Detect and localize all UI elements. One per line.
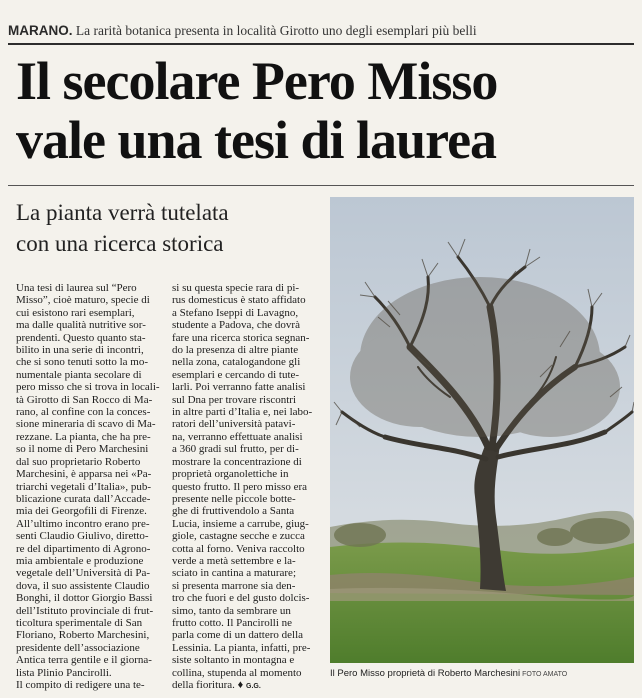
- article-line: bilito in una serie di incontri,: [16, 344, 144, 357]
- article-line: sciato in cantina a maturare;: [172, 567, 296, 580]
- article-line: giole, castagne secche e zucca: [172, 530, 305, 543]
- article-line: verde a metà settembre e la-: [172, 554, 296, 567]
- article-line: in altre parti d’Italia e, nei labo-: [172, 406, 313, 419]
- article-line: All’ultimo incontro erano pre-: [16, 517, 150, 530]
- article-line: nella zona, catalogandone gli: [172, 356, 301, 369]
- article-line: cui esistono rari esemplari,: [16, 306, 135, 319]
- article-line: Misso”, cioè maturo, specie di: [16, 294, 150, 307]
- article-line: studente a Padova, che dovrà: [172, 319, 300, 332]
- photo-credit: FOTO AMATO: [522, 671, 568, 678]
- article-line: rano, al confine con la conces-: [16, 406, 151, 419]
- article-line: do la presenza di altre piante: [172, 344, 299, 357]
- photo-caption: [330, 668, 634, 679]
- article-line: ghe di fruttivendolo a Santa: [172, 505, 295, 518]
- article-line: siste soltanto in montagna e: [172, 654, 295, 667]
- subheadline-line-1: La pianta verrà tutelata: [16, 200, 229, 225]
- article-line: Bonghi, il dottor Giorgio Bassi: [16, 592, 153, 605]
- article-line: Antica terra gentile e il giorna-: [16, 654, 152, 667]
- article-line: tro che fuori e del gusto dolcis-: [172, 592, 310, 605]
- author-signature: G.G.: [246, 683, 261, 690]
- article-line: so il nome di Pero Marchesini: [16, 443, 149, 456]
- article-line: blicazione curata dall’Accade-: [16, 492, 151, 505]
- article-line: esemplari e cercando di tute-: [172, 368, 300, 381]
- article-line: triarchi vegetali d’Italia», pub-: [16, 480, 151, 493]
- article-line: collina, stupenda al momento: [172, 666, 302, 679]
- article-line: ticoltura sperimentale di San: [16, 616, 143, 629]
- article-line: sione mineraria di scavo di Ma-: [16, 418, 156, 431]
- article-line: simo, tanto da sembrare un: [172, 604, 291, 617]
- article-line: che si sono tenuti sotto la mo-: [16, 356, 148, 369]
- article-line: mostrare la concentrazione di: [172, 455, 302, 468]
- article-line: Lessinia. La pianta, infatti, pre-: [172, 641, 311, 654]
- article-line: della fioritura.: [172, 679, 235, 691]
- photo-caption-text: Il Pero Misso proprietà di Roberto Marchesini: [330, 668, 521, 679]
- article-line: proprietà organolettiche in: [172, 468, 289, 481]
- article-line: re del dipartimento di Agrono-: [16, 542, 151, 555]
- article-line: pero misso che si trova in locali-: [16, 381, 160, 394]
- article-line: fare una ricerca storica segnan-: [172, 331, 310, 344]
- article-line: questo frutto. Il pero misso era: [172, 480, 308, 493]
- article-line: a 360 gradi sul frutto, per di-: [172, 443, 299, 456]
- article-line: cotta al forno. Veniva raccolto: [172, 542, 305, 555]
- kicker-text: La rarità botanica presenta in località Girotto uno degli esemplari più belli: [75, 23, 477, 38]
- pear-tree-image: [330, 197, 634, 663]
- subheadline-line-2: con una ricerca storica: [16, 231, 224, 256]
- article-line: sul Dna per trovare riscontri: [172, 393, 297, 406]
- headline-line-2: vale una tesi di laurea: [16, 110, 497, 170]
- article-line: dell’Istituto provinciale di frut-: [16, 604, 154, 617]
- article-line: Floriano, Roberto Marchesini,: [16, 629, 150, 642]
- article-line: tà Girotto di San Rocco di Ma-: [16, 393, 153, 406]
- article-column-1: [16, 282, 164, 691]
- article-line: mia dei Georgofili di Firenze.: [16, 505, 147, 518]
- article-line: ratori dell’università patavi-: [172, 418, 296, 431]
- article-line: prendenti. Questo quanto sta-: [16, 331, 146, 344]
- article-line: presidente dell’associazione: [16, 641, 140, 654]
- headline-rule: [8, 185, 634, 186]
- article-line: Il compito di redigere una te-: [16, 679, 145, 691]
- article-line: Marchesini, è apparsa nei «Pa-: [16, 468, 152, 481]
- article-line: ma dalle qualità nutritive sor-: [16, 319, 146, 332]
- headline: [16, 52, 616, 170]
- article-line: Lucia, insieme a carrube, giug-: [172, 517, 309, 530]
- article-line: larli. Poi verranno fatte analisi: [172, 381, 306, 394]
- subheadline: [16, 197, 316, 259]
- article-line: si su questa specie rara di pi-: [172, 282, 300, 294]
- article-line-with-signature: della fioritura. ♦ G.G.: [172, 679, 261, 691]
- article-line: dal suo proprietario Roberto: [16, 455, 141, 468]
- article-line: rezzane. La pianta, che ha pre-: [16, 430, 151, 443]
- article-line: mia ambientale e produzione: [16, 554, 144, 567]
- kicker: [8, 22, 634, 40]
- article-line: dova, il suo assistente Claudio: [16, 579, 150, 592]
- article-line: na, verranno effettuate analisi: [172, 430, 303, 443]
- article-line: a Stefano Iseppi di Lavagno,: [172, 306, 299, 319]
- kicker-location: MARANO.: [8, 23, 73, 38]
- article-line: si presenta marrone sia den-: [172, 579, 296, 592]
- article-column-2: [172, 282, 320, 693]
- article-line: presente nelle piccole botte-: [172, 492, 296, 505]
- article-line: rus domesticus è stato affidato: [172, 294, 306, 307]
- headline-line-1: Il secolare Pero Misso: [16, 51, 498, 111]
- article-line: senti Claudio Giulivo, diretto-: [16, 530, 149, 543]
- article-line: lista Plinio Pancirolli.: [16, 666, 112, 679]
- article-line: parla come di un dattero della: [172, 629, 304, 642]
- tree-photo: [330, 197, 634, 663]
- top-rule: [8, 43, 634, 45]
- article-line: vegetale dell’Università di Pa-: [16, 567, 151, 580]
- article-line: Una tesi di laurea sul “Pero: [16, 282, 137, 294]
- article-line: numentale pianta secolare di: [16, 368, 142, 381]
- article-line: frutto cotto. Il Pancirolli ne: [172, 616, 293, 629]
